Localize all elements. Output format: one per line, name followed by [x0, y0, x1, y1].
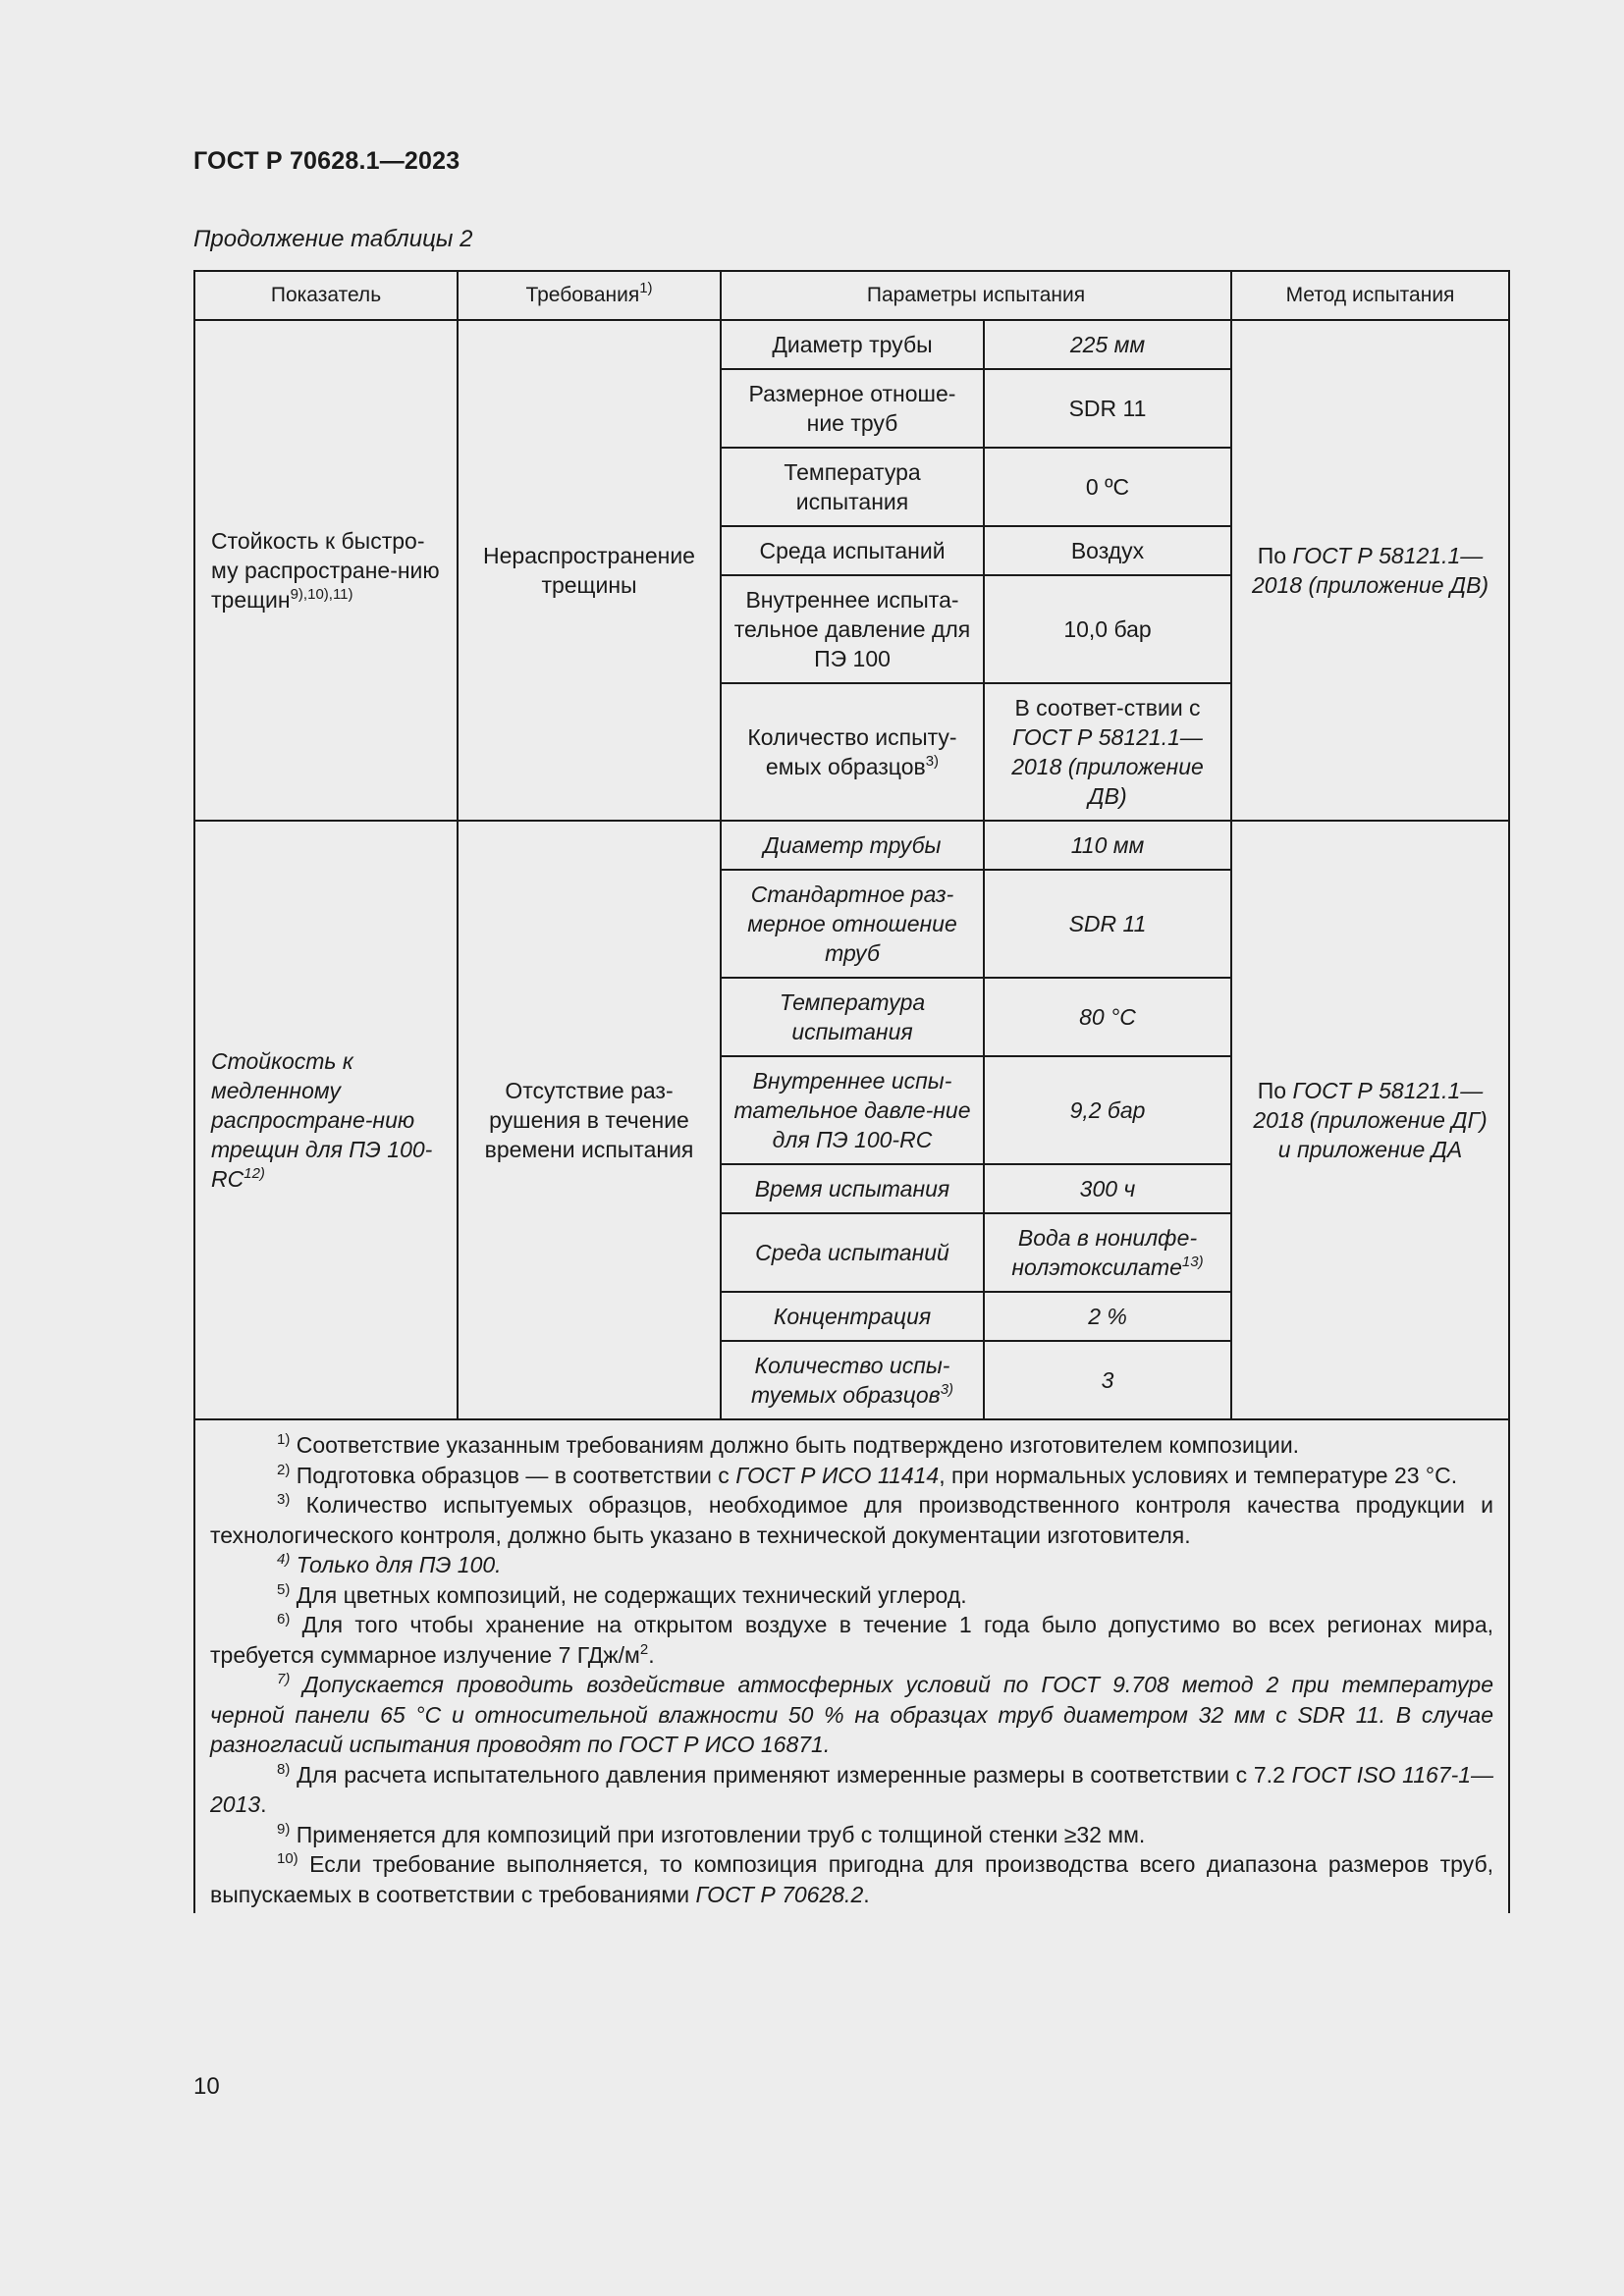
- indicator-cell: Стойкость к быстро-му распростране-нию трещин$^{9),10),11)}$: [194, 320, 458, 821]
- param-cell: Диаметр трубы: [721, 320, 984, 369]
- param-cell: Внутреннее испыта-тельное давление для ПЭ 100: [721, 575, 984, 683]
- document-id: ГОСТ Р 70628.1—2023: [193, 147, 460, 175]
- param-cell: Температура испытания: [721, 448, 984, 526]
- specification-table: [193, 270, 1510, 1913]
- value-cell: 110 мм: [984, 821, 1231, 870]
- footnote: $^{9)}$ Применяется для композиций при изготовлении труб с толщиной стенки ≥32 мм.: [277, 1820, 1146, 1847]
- value-cell: Вода в нонилфе-нолэтоксилате$^{13)}$: [984, 1213, 1231, 1292]
- method-cell: По ГОСТ Р 58121.1—2018 (приложение ДГ) и приложение ДА: [1231, 821, 1509, 1419]
- value-cell: 2 %: [984, 1292, 1231, 1341]
- value-cell: 0 ºС: [984, 448, 1231, 526]
- param-cell: Среда испытаний: [721, 1213, 984, 1292]
- value-cell: 300 ч: [984, 1164, 1231, 1213]
- value-cell: 80 °С: [984, 978, 1231, 1056]
- requirement-cell: Отсутствие раз-рушения в течение времени испытания: [458, 821, 721, 1419]
- value-cell: В соответ-ствии с ГОСТ Р 58121.1—2018 (приложение ДВ): [984, 683, 1231, 821]
- column-header-indicator: Показатель: [194, 271, 458, 320]
- value-cell: 3: [984, 1341, 1231, 1419]
- value-cell: 9,2 бар: [984, 1056, 1231, 1164]
- param-cell: Время испытания: [721, 1164, 984, 1213]
- page-number: 10: [193, 2073, 220, 2100]
- footnote: $^{3)}$ Количество испытуемых образцов, необходимое для производственного контроля качества продукции и технологического контроля, должно быть указано в технической документации изготовителя.: [210, 1491, 1494, 1548]
- param-cell: Диаметр трубы: [721, 821, 984, 870]
- column-header-params: Параметры испытания: [721, 271, 1231, 320]
- param-cell: Размерное отноше-ние труб: [721, 369, 984, 448]
- footnote: $^{7)}$ Допускается проводить воздействие атмосферных условий по ГОСТ 9.708 метод 2 при температуре черной панели 65 °С и относительной влажности 50 % на образцах труб диаметром 32 мм с SDR 11. В случае разногласий испытания проводят по ГОСТ Р ИСО 16871.: [210, 1671, 1494, 1757]
- param-cell: Количество испыту-емых образцов$^{3)}$: [721, 683, 984, 821]
- param-cell: Внутреннее испы-тательное давле-ние для ПЭ 100-RC: [721, 1056, 984, 1164]
- footnote: $^{8)}$ Для расчета испытательного давления применяют измеренные размеры в соответствии с 7.2 ГОСТ ISO 1167-1—2013.: [210, 1760, 1494, 1817]
- footnote: $^{4)}$ Только для ПЭ 100.: [277, 1551, 502, 1577]
- column-header-requirements: Требования$^{1)}$: [458, 271, 721, 320]
- method-cell: По ГОСТ Р 58121.1—2018 (приложение ДВ): [1231, 320, 1509, 821]
- table-caption: Продолжение таблицы 2: [193, 226, 473, 252]
- footnote: $^{5)}$ Для цветных композиций, не содержащих технический углерод.: [277, 1580, 967, 1608]
- footnote: $^{2)}$ Подготовка образцов — в соответствии с ГОСТ Р ИСО 11414, при нормальных условиях и температуре 23 °С.: [277, 1461, 1458, 1488]
- param-cell: Концентрация: [721, 1292, 984, 1341]
- value-cell: 225 мм: [984, 320, 1231, 369]
- table-row: [194, 320, 1509, 369]
- footnote: $^{10)}$ Если требование выполняется, то композиция пригодна для производства всего диапазона размеров труб, выпускаемых в соответствии с требованиями ГОСТ Р 70628.2.: [210, 1850, 1494, 1907]
- table-row: [194, 821, 1509, 870]
- value-cell: SDR 11: [984, 870, 1231, 978]
- footnotes-row: [194, 1419, 1509, 1913]
- indicator-cell: Стойкость к медленному распростране-нию трещин для ПЭ 100-RC$^{12)}$: [194, 821, 458, 1419]
- footnote: $^{1)}$ Соответствие указанным требованиям должно быть подтверждено изготовителем композиции.: [277, 1431, 1300, 1458]
- footnote: $^{6)}$ Для того чтобы хранение на открытом воздухе в течение 1 года было допустимо во всех регионах мира, требуется суммарное излучение 7 ГДж/$м^2$.: [210, 1611, 1494, 1668]
- footnotes: [194, 1419, 1509, 1913]
- param-cell: Среда испытаний: [721, 526, 984, 575]
- value-cell: Воздух: [984, 526, 1231, 575]
- param-cell: Температура испытания: [721, 978, 984, 1056]
- value-cell: SDR 11: [984, 369, 1231, 448]
- param-cell: Стандартное раз-мерное отношение труб: [721, 870, 984, 978]
- param-cell: Количество испы-туемых образцов$^{3)}$: [721, 1341, 984, 1419]
- requirement-cell: Нераспространение трещины: [458, 320, 721, 821]
- column-header-method: Метод испытания: [1231, 271, 1509, 320]
- table-header-row: [194, 271, 1509, 320]
- value-cell: 10,0 бар: [984, 575, 1231, 683]
